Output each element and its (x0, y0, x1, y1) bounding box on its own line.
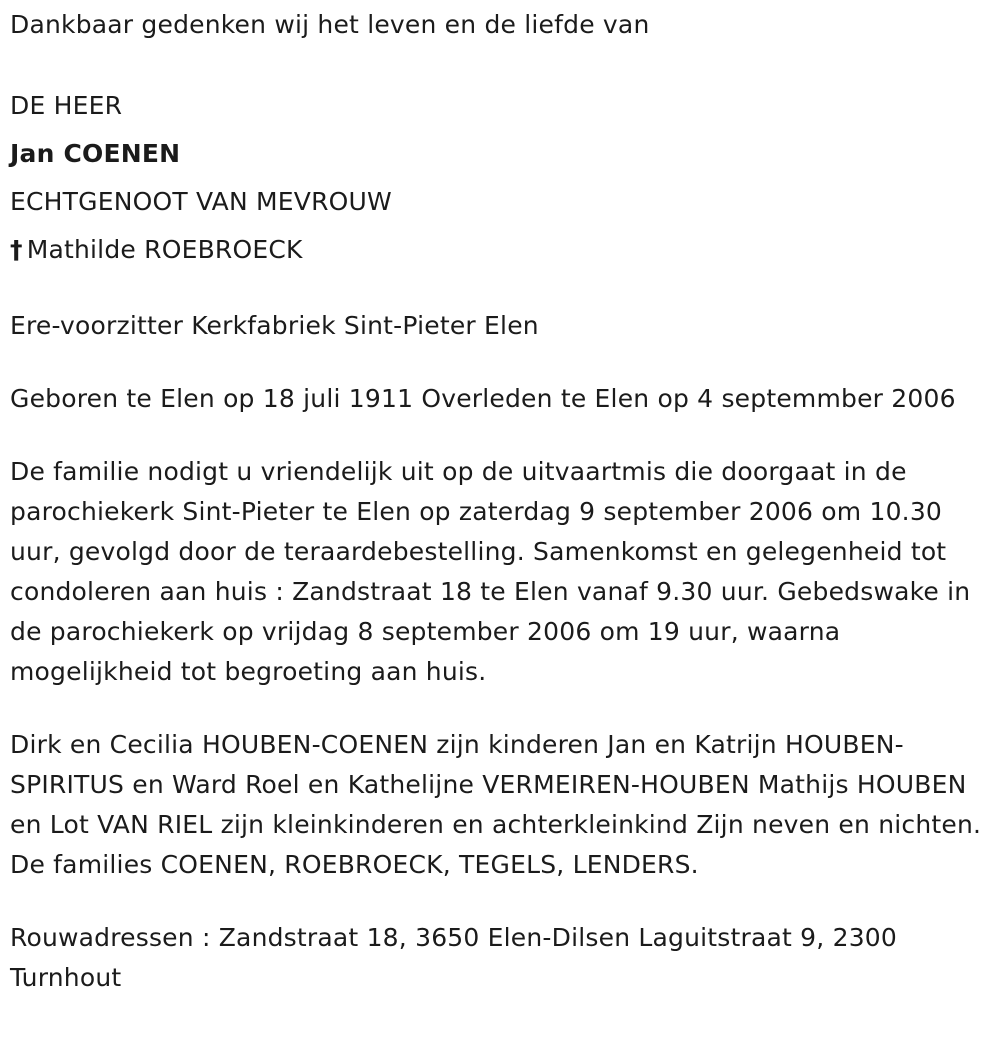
deceased-name: Jan COENEN (10, 139, 181, 168)
intro-text: Dankbaar gedenken wij het leven en de liefde van (10, 10, 650, 39)
cross-icon: † (10, 235, 23, 264)
honorific-title: DE HEER (10, 91, 123, 120)
addresses-text: Rouwadressen : Zandstraat 18, 3650 Elen-Dilsen Laguitstraat 9, 2300 Turnhout (10, 923, 898, 992)
role-text: Ere-voorzitter Kerkfabriek Sint-Pieter Elen (10, 311, 539, 340)
family-paragraph: Dirk en Cecilia HOUBEN-COENEN zijn kinderen Jan en Katrijn HOUBEN-SPIRITUS en Ward Roel en Kathelijne VERMEIREN-HOUBEN Mathijs HOUBEN en Lot VAN RIEL zijn kleinkinderen en achterkleinkind Zijn neven en nichten. De families COENEN, ROEBROECK, TEGELS, LENDERS. (10, 730, 982, 879)
birth-death-text: Geboren te Elen op 18 juli 1911 Overleden te Elen op 4 septemmber 2006 (10, 384, 956, 413)
obituary-notice (10, 0, 990, 998)
relation-text: ECHTGENOOT VAN MEVROUW (10, 187, 392, 216)
spouse-name: Mathilde ROEBROECK (26, 235, 303, 264)
funeral-paragraph: De familie nodigt u vriendelijk uit op de uitvaartmis die doorgaat in de parochiekerk Sint-Pieter te Elen op zaterdag 9 september 2006 om 10.30 uur, gevolgd door de teraardebestelling. Samenkomst en gelegenheid tot condoleren aan huis : Zandstraat 18 te Elen vanaf 9.30 uur. Gebedswake in de parochiekerk op vrijdag 8 september 2006 om 19 uur, waarna mogelijkheid tot begroeting aan huis. (10, 457, 971, 686)
spouse-line (10, 226, 990, 274)
